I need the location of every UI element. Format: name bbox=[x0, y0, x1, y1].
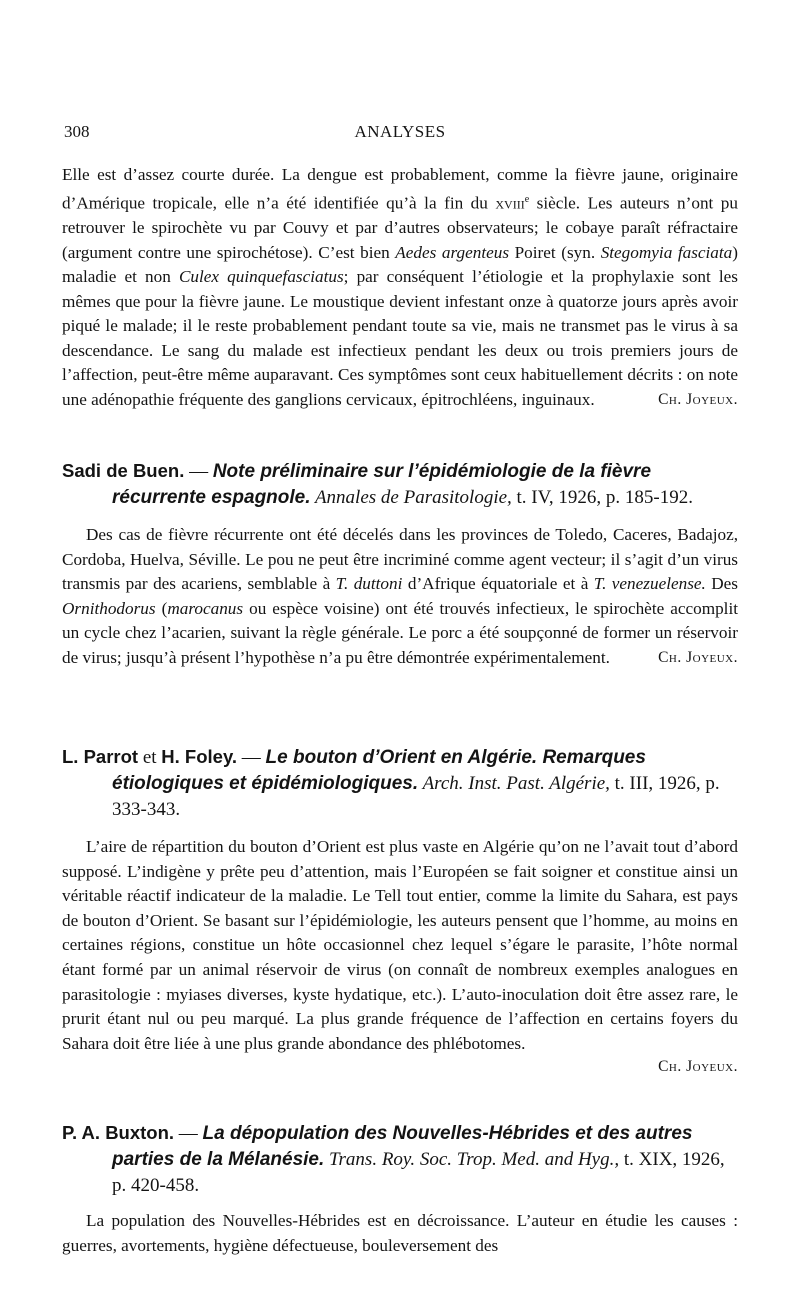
entry-heading: L. Parrot et H. Foley. — Le bouton d’Orient en Algérie. Remarques étiologiques et épidémiologiques. Arch. Inst. Past. Algérie, t. III, 1926, p. 333-343. bbox=[62, 746, 720, 820]
entry-sadi-de-buen bbox=[62, 458, 738, 671]
signature: Ch. Joyeux. bbox=[658, 1058, 738, 1076]
entry-heading: Sadi de Buen. — Note préliminaire sur l’épidémiologie de la fièvre récurrente espagnole. Annales de Parasitologie, t. IV, 1926, p. 185-192. bbox=[62, 460, 693, 508]
article-title: Le bouton d’Orient en Algérie. Remarques étiologiques et épidémiologiques. bbox=[112, 747, 646, 794]
signature: Ch. Joyeux. bbox=[658, 648, 738, 666]
species-name: marocanus bbox=[167, 598, 244, 618]
running-head: ANALYSES bbox=[354, 122, 446, 141]
species-name: Ornithodorus bbox=[62, 598, 156, 618]
paragraph: L’aire de répartition du bouton d’Orient est plus vaste en Algérie qu’on ne l’avait tout d’abord supposé. L’indigène y prête peu d’attention, mais l’Européen se fait soigner et constitue ainsi un véritable réactif indicateur de la maladie. Le Tell tout entier, comme la limite du Sahara, est pays de bouton d’Orient. Se basant sur l’épidémiologie, les auteurs pensent que l’homme, au moins en certaines régions, constitue un hôte occasionnel chez lequel s’égare le parasite, l’hôte normal étant formé par un animal réservoir de virus (on connaît de nombreux exemples analogues en parasitologie : myiases diverses, kyste hydatique, etc.). L’auto-inoculation doit être assez rare, le prurit étant nul ou peu marqué. La plus grande fréquence de l’affection en certains foyers du Sahara doit être liée à une plus grande abondance des phlébotomes. bbox=[62, 837, 738, 1053]
article-title: La dépopulation des Nouvelles-Hébrides et des autres parties de la Mélanésie. bbox=[112, 1123, 693, 1170]
author: Sadi de Buen. bbox=[62, 460, 185, 481]
species-name: Culex quinquefasciatus bbox=[178, 267, 344, 287]
entry-dengue-continuation bbox=[62, 163, 738, 413]
author: L. Parrot bbox=[62, 746, 139, 767]
journal-name: Arch. Inst. Past. Algérie, bbox=[418, 773, 610, 794]
reference: t. III, 1926, p. 333-343. bbox=[112, 773, 720, 820]
species-name: Stegomyia fasciata bbox=[600, 242, 733, 262]
entry-buxton bbox=[62, 1120, 738, 1258]
century-numeral: xviii bbox=[495, 193, 525, 213]
species-name: T. duttoni bbox=[335, 574, 403, 594]
author: H. Foley. bbox=[161, 746, 238, 767]
page-header bbox=[64, 122, 736, 144]
entry-parrot-foley bbox=[62, 744, 738, 1076]
journal-name: Trans. Roy. Soc. Trop. Med. and Hyg., bbox=[324, 1149, 620, 1170]
species-name: Aedes argenteus bbox=[395, 242, 510, 262]
journal-name: Annales de Parasitologie, bbox=[310, 487, 512, 508]
paragraph: La population des Nouvelles-Hébrides est en décroissance. L’auteur en étudie les causes : guerres, avortements, hygiène défectueuse, bouleversement des bbox=[62, 1211, 738, 1255]
paragraph: Elle est d’assez courte durée. La dengue est probablement, comme la fièvre jaune, originaire d’Amérique tropicale, elle n’a été identifiée qu’à la fin du xviii$^e$ siècle. Les auteurs n’ont pu retrouver le spirochète vu par Couvy et par d’autres observateurs; le cobaye paraît réfractaire (argument contre une spirochétose). C’est bien Aedes argenteus Poiret (syn. Stegomyia fasciata) maladie et non Culex quinquefasciatus; par conséquent l’étiologie et la prophylaxie sont les mêmes que pour la fièvre jaune. Le moustique devient infestant onze à quatorze jours après avoir piqué le malade; il le reste probablement pendant toute sa vie, mais ne transmet pas le virus à sa descendance. Le sang du malade est infectieux pendant les deux ou trois premiers jours de l’affection, peut-être même auparavant. Ces symptômes sont ceux habituellement décrits : on note une adénopathie fréquente des ganglions cervicaux, épitrochléens, inguinaux. Ch. Joyeux. bbox=[62, 163, 738, 413]
entry-heading: P. A. Buxton. — La dépopulation des Nouvelles-Hébrides et des autres parties de la Mélanésie. Trans. Roy. Soc. Trop. Med. and Hyg., t. XIX, 1926, p. 420-458. bbox=[62, 1122, 725, 1196]
article-title: Note préliminaire sur l’épidémiologie de la fièvre récurrente espagnole. bbox=[112, 461, 652, 508]
author: P. A. Buxton. bbox=[62, 1122, 175, 1143]
reference: t. IV, 1926, p. 185-192. bbox=[511, 487, 693, 508]
paragraph: Des cas de fièvre récurrente ont été décelés dans les provinces de Toledo, Caceres, Badajoz, Cordoba, Huelva, Séville. Le pou ne peut être incriminé comme agent vecteur; il s’agit d’un virus transmis par des acariens, semblable à T. duttoni d’Afrique équatoriale et à T. venezuelense. Des Ornithodorus (marocanus ou espèce voisine) ont été trouvés infectieux, le spirochète accomplit un cycle chez l’acarien, suivant la règle générale. Le porc a été soupçonné de former un réservoir de virus; jusqu’à présent l’hypothèse n’a pu être démontrée expérimentalement. Ch. Joyeux. bbox=[62, 523, 738, 671]
species-name: T. venezuelense. bbox=[593, 574, 706, 594]
page-number: 308 bbox=[64, 122, 90, 141]
reference: t. XIX, 1926, p. 420-458. bbox=[112, 1149, 725, 1196]
signature: Ch. Joyeux. bbox=[658, 391, 738, 409]
